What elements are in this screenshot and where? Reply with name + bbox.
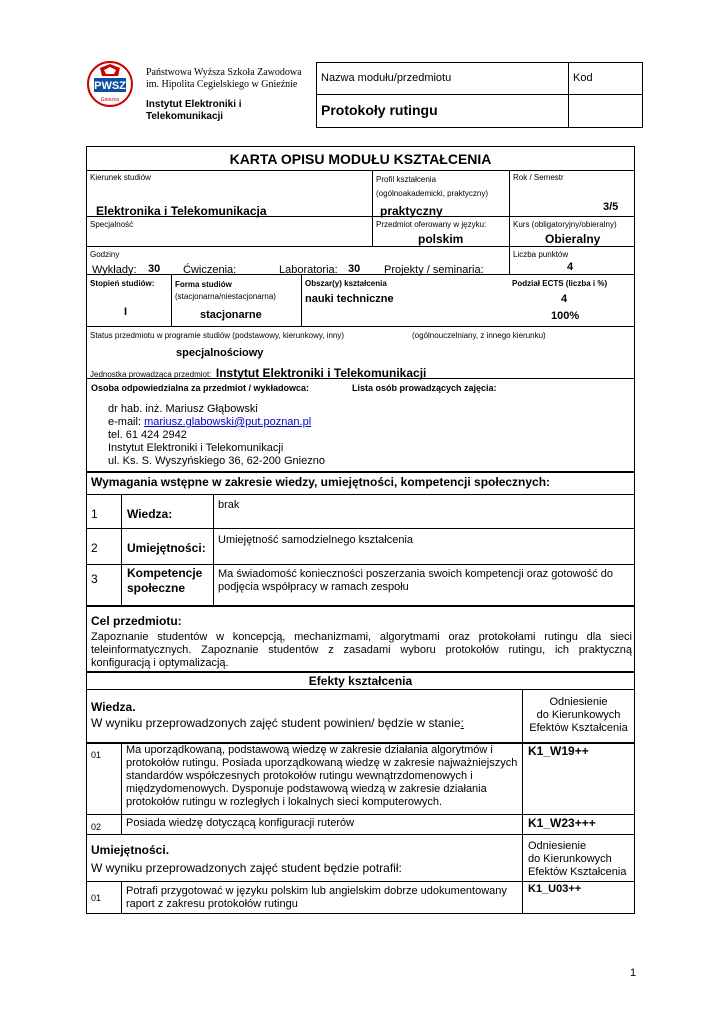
req-num: 1 <box>91 507 98 521</box>
ects-value-points: 4 <box>561 293 568 305</box>
wiedza-subtitle: W wyniku przeprowadzonych zajęć student powinien/ będzie w stanie: <box>91 716 464 730</box>
cwiczenia-label: Ćwiczenia: <box>183 264 237 276</box>
person-institute: Instytut Elektroniki i Telekomunikacji <box>108 442 284 454</box>
wiedza-row-ref: K1_W23+++ <box>528 816 596 830</box>
rok-label: Rok / Semestr <box>513 173 564 182</box>
umiej-row-ref: K1_U03++ <box>528 883 582 895</box>
jezyk-label: Przedmiot oferowany w języku: <box>376 220 487 229</box>
punkty-value: 4 <box>567 261 574 273</box>
profil-value: praktyczny <box>380 204 443 218</box>
wyklady-label: Wykłady: <box>92 264 137 276</box>
status-label: Status przedmiotu w programie studiów (podstawowy, kierunkowy, inny) <box>90 331 345 340</box>
code-label: Kod <box>573 72 593 84</box>
rok-value: 3/5 <box>603 201 619 213</box>
umiej-row-num: 01 <box>91 893 102 903</box>
kurs-label: Kurs (obligatoryjny/obieralny) <box>513 220 617 229</box>
osoba-label: Osoba odpowiedzialna za przedmiot / wykładowca: <box>91 383 310 393</box>
req-label: Umiejętności: <box>127 541 206 555</box>
module-name: Protokoły rutingu <box>321 102 438 118</box>
umiej-row-text: Potrafi przygotować w języku polskim lub angielskim dobrze udokumentowany raport z zakresu protokołów rutingu <box>126 885 507 910</box>
kierunek-value: Elektronika i Telekomunikacja <box>96 204 267 218</box>
svg-text:PWSZ: PWSZ <box>94 80 126 92</box>
wiedza-title: Wiedza. <box>91 700 136 714</box>
person-phone: tel. 61 424 2942 <box>108 429 187 441</box>
forma-label: Forma studiów (stacjonarna/niestacjonarna) <box>175 280 276 301</box>
forma-value: stacjonarne <box>200 309 262 321</box>
kurs-value: Obieralny <box>545 232 601 246</box>
wiedza-ref-header: Odniesienie do Kierunkowych Efektów Kształcenia <box>529 696 628 734</box>
projekty-label: Projekty / seminaria: <box>384 264 484 276</box>
person-info: dr hab. inż. Mariusz Głąbowski e-mail: mariusz.glabowski@put.poznan.pl tel. 61 424 2942 Instytut Elektroniki i Telekomunikacji ul. Ks. S. Wyszyńskiego 36, 62-200 Gniezno <box>108 403 325 467</box>
jednostka-label: Jednostka prowadząca przedmiot: <box>90 370 212 379</box>
obszar-label: Obszar(y) kształcenia <box>305 279 387 288</box>
wiedza-row-text: Posiada wiedzę dotyczącą konfiguracji ruterów <box>126 817 355 829</box>
stopien-label: Stopień studiów: <box>90 279 155 288</box>
person-address: ul. Ks. S. Wyszyńskiego 36, 62-200 Gniezno <box>108 455 325 467</box>
email-link[interactable]: mariusz.glabowski@put.poznan.pl <box>144 416 312 428</box>
lista-label: Lista osób prowadzących zajęcia: <box>352 383 497 393</box>
req-num: 2 <box>91 541 98 555</box>
goal-title: Cel przedmiotu: <box>91 614 182 628</box>
specjalnosc-label: Specjalność <box>90 220 134 229</box>
req-text: brak <box>218 499 240 511</box>
page-number: 1 <box>630 967 637 979</box>
institute-name: Instytut Elektroniki i Telekomunikacji <box>146 99 242 122</box>
ects-label: Podział ECTS (liczba i %) <box>512 279 608 288</box>
req-label: Kompetencje społeczne <box>127 566 203 595</box>
wiedza-row-ref: K1_W19++ <box>528 744 589 758</box>
kierunek-label: Kierunek studiów <box>90 173 151 182</box>
laboratoria-value: 30 <box>348 263 361 275</box>
status-label-2: (ogólnouczelniany, z innego kierunku) <box>412 331 546 340</box>
profil-label: Profil kształcenia (ogólnoakademicki, praktyczny) <box>376 175 489 198</box>
req-text: Ma świadomość konieczności poszerzania swoich kompetencji oraz gotowość do podjęcia współpracy w ramach zespołu <box>218 568 613 593</box>
req-num: 3 <box>91 572 98 586</box>
stopien-value: I <box>124 306 128 318</box>
umiej-subtitle: W wyniku przeprowadzonych zajęć student będzie potrafił: <box>91 861 402 875</box>
ects-value-percent: 100% <box>551 310 580 322</box>
wiedza-row-num: 01 <box>91 750 102 760</box>
wiedza-row-num: 02 <box>91 822 102 832</box>
school-name: Państwowa Wyższa Szkoła Zawodowa im. Hipolita Cegielskiego w Gnieźnie <box>146 67 302 90</box>
jednostka <box>90 364 426 382</box>
punkty-label: Liczba punktów <box>513 250 569 259</box>
logo <box>86 60 134 108</box>
wiedza-row-text: Ma uporządkowaną, podstawową wiedzę w zakresie działania algorytmów i protokołów rutingu. Posiada uporządkowaną wiedzę w zakresie najważniejszych standardów współczesnych protokołów rutingu wewnątrzdomenowych i międzydomenowych. Dysponuje podstawową wiedzą w zakresie działania protokołów rutingu w rozległych i lokalnych sieci komputerowych. <box>126 744 518 808</box>
req-label: Wiedza: <box>127 507 173 521</box>
goal-text: Zapoznanie studentów w koncepcją, mechanizmami, algorytmami oraz protokołami rutingu dla sieci teleinformatycznych. Zapoznanie studentów z zasadami wyboru protokołów rutingu, ich praktyczną konfiguracją i optymalizacją. <box>91 631 632 669</box>
obszar-value: nauki techniczne <box>305 293 394 305</box>
status-value: specjalnościowy <box>176 347 264 359</box>
req-text: Umiejętność samodzielnego kształcenia <box>218 534 414 546</box>
godziny-label: Godziny <box>90 250 120 259</box>
umiej-title: Umiejętności. <box>91 843 170 857</box>
module-name-label: Nazwa modułu/przedmiotu <box>321 72 452 84</box>
requirements-title: Wymagania wstępne w zakresie wiedzy, umiejętności, kompetencji społecznych: <box>91 475 551 489</box>
effects-title: Efekty kształcenia <box>308 674 413 688</box>
laboratoria-label: Laboratoria: <box>279 264 338 276</box>
jezyk-value: polskim <box>418 232 464 246</box>
umiej-ref-header: Odniesienie do Kierunkowych Efektów Kształcenia <box>528 840 627 878</box>
svg-text:Gniezno: Gniezno <box>100 97 120 103</box>
jednostka-value: Instytut Elektroniki i Telekomunikacji <box>215 366 427 380</box>
wyklady-value: 30 <box>148 263 161 275</box>
person-name: dr hab. inż. Mariusz Głąbowski <box>108 403 258 415</box>
card-title: KARTA OPISU MODUŁU KSZTAŁCENIA <box>229 151 492 167</box>
